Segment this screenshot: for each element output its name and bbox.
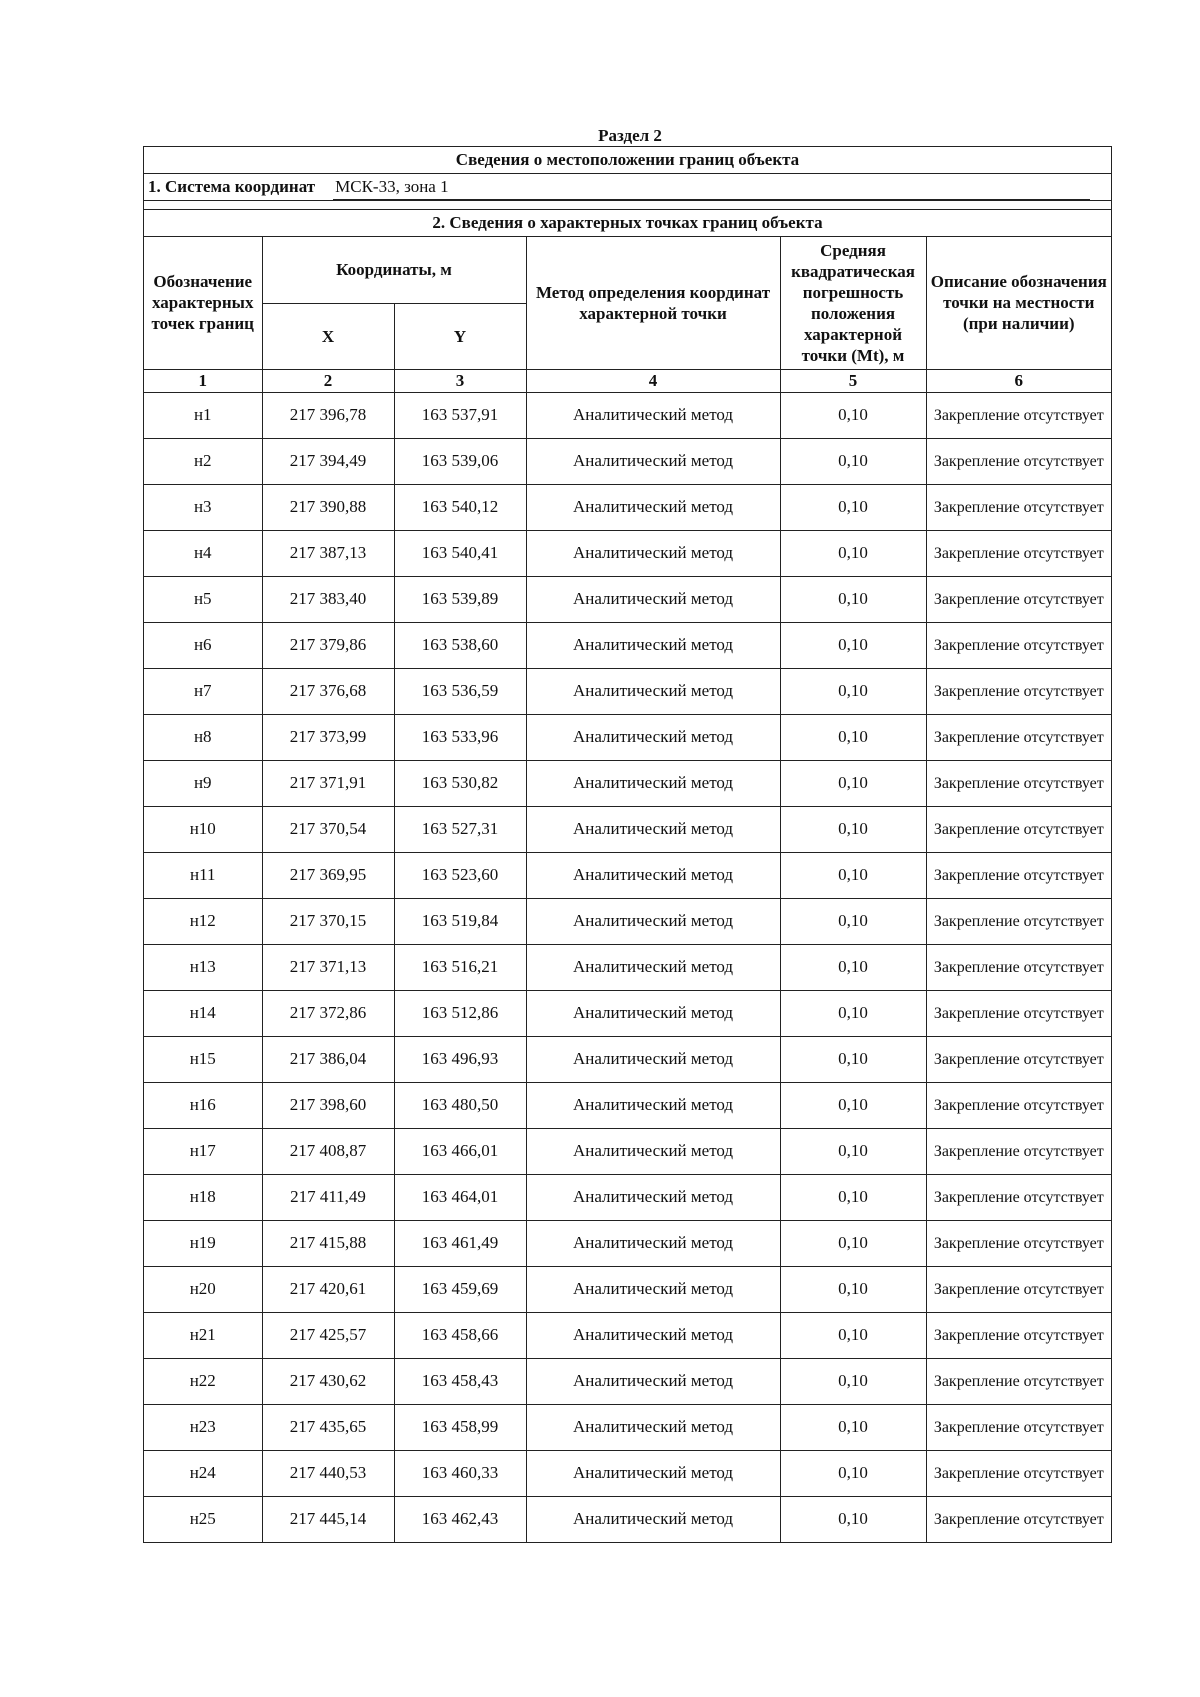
- table-row: [144, 898, 1111, 944]
- table-row: [144, 576, 1111, 622]
- coord-y-cell: 163 533,96: [394, 714, 526, 760]
- coord-y-cell: 163 536,59: [394, 668, 526, 714]
- coord-x-cell: 217 390,88: [262, 484, 394, 530]
- coordinate-system-value: МСК-33, зона 1: [333, 174, 1090, 200]
- description-cell: Закрепление отсутствует: [926, 806, 1111, 852]
- point-id-cell: н10: [144, 806, 262, 852]
- coord-x-cell: 217 386,04: [262, 1036, 394, 1082]
- table-row: [144, 1496, 1111, 1542]
- col-header-description: Описание обозначения точки на местности (при наличии): [926, 237, 1111, 369]
- document-title: Сведения о местоположении границ объекта: [144, 147, 1111, 174]
- error-value-cell: 0,10: [780, 1496, 926, 1542]
- table-row: [144, 990, 1111, 1036]
- table-row: [144, 1036, 1111, 1082]
- point-id-cell: н16: [144, 1082, 262, 1128]
- error-value-cell: 0,10: [780, 898, 926, 944]
- coordinate-system-label: 1. Система координат: [148, 177, 316, 196]
- coord-x-cell: 217 370,54: [262, 806, 394, 852]
- point-id-cell: н1: [144, 392, 262, 438]
- table-row: [144, 668, 1111, 714]
- table-row: [144, 622, 1111, 668]
- method-cell: Аналитический метод: [526, 806, 780, 852]
- error-value-cell: 0,10: [780, 806, 926, 852]
- coord-y-cell: 163 464,01: [394, 1174, 526, 1220]
- table-row: [144, 714, 1111, 760]
- description-cell: Закрепление отсутствует: [926, 1266, 1111, 1312]
- table-row: [144, 1174, 1111, 1220]
- point-id-cell: н24: [144, 1450, 262, 1496]
- coord-y-cell: 163 537,91: [394, 392, 526, 438]
- method-cell: Аналитический метод: [526, 1128, 780, 1174]
- table-row: [144, 1220, 1111, 1266]
- method-cell: Аналитический метод: [526, 1496, 780, 1542]
- description-cell: Закрепление отсутствует: [926, 1450, 1111, 1496]
- coord-x-cell: 217 420,61: [262, 1266, 394, 1312]
- method-cell: Аналитический метод: [526, 714, 780, 760]
- error-value-cell: 0,10: [780, 438, 926, 484]
- error-value-cell: 0,10: [780, 1174, 926, 1220]
- coord-y-cell: 163 527,31: [394, 806, 526, 852]
- error-value-cell: 0,10: [780, 576, 926, 622]
- table-row: [144, 806, 1111, 852]
- coord-x-cell: 217 398,60: [262, 1082, 394, 1128]
- points-table: [144, 237, 1111, 1542]
- col-header-coordinates: Координаты, м: [262, 237, 526, 303]
- error-value-cell: 0,10: [780, 668, 926, 714]
- point-id-cell: н21: [144, 1312, 262, 1358]
- point-id-cell: н23: [144, 1404, 262, 1450]
- coord-x-cell: 217 373,99: [262, 714, 394, 760]
- method-cell: Аналитический метод: [526, 1358, 780, 1404]
- description-cell: Закрепление отсутствует: [926, 484, 1111, 530]
- method-cell: Аналитический метод: [526, 622, 780, 668]
- coord-y-cell: 163 539,06: [394, 438, 526, 484]
- point-id-cell: н15: [144, 1036, 262, 1082]
- table-row: [144, 760, 1111, 806]
- point-id-cell: н3: [144, 484, 262, 530]
- coord-x-cell: 217 445,14: [262, 1496, 394, 1542]
- coord-y-cell: 163 540,12: [394, 484, 526, 530]
- method-cell: Аналитический метод: [526, 760, 780, 806]
- error-value-cell: 0,10: [780, 622, 926, 668]
- table-row: [144, 944, 1111, 990]
- col-header-y: Y: [394, 303, 526, 369]
- col-number: 5: [780, 369, 926, 392]
- method-cell: Аналитический метод: [526, 1404, 780, 1450]
- col-number: 2: [262, 369, 394, 392]
- method-cell: Аналитический метод: [526, 484, 780, 530]
- coord-x-cell: 217 369,95: [262, 852, 394, 898]
- description-cell: Закрепление отсутствует: [926, 760, 1111, 806]
- coord-y-cell: 163 539,89: [394, 576, 526, 622]
- point-id-cell: н8: [144, 714, 262, 760]
- point-id-cell: н19: [144, 1220, 262, 1266]
- description-cell: Закрепление отсутствует: [926, 852, 1111, 898]
- description-cell: Закрепление отсутствует: [926, 944, 1111, 990]
- method-cell: Аналитический метод: [526, 944, 780, 990]
- error-value-cell: 0,10: [780, 1312, 926, 1358]
- coord-x-cell: 217 396,78: [262, 392, 394, 438]
- table-row: [144, 438, 1111, 484]
- coord-x-cell: 217 376,68: [262, 668, 394, 714]
- error-value-cell: 0,10: [780, 944, 926, 990]
- coord-y-cell: 163 538,60: [394, 622, 526, 668]
- coord-y-cell: 163 460,33: [394, 1450, 526, 1496]
- points-table-body: [144, 392, 1111, 1542]
- coord-y-cell: 163 466,01: [394, 1128, 526, 1174]
- method-cell: Аналитический метод: [526, 1266, 780, 1312]
- coord-x-cell: 217 383,40: [262, 576, 394, 622]
- error-value-cell: 0,10: [780, 530, 926, 576]
- point-id-cell: н2: [144, 438, 262, 484]
- error-value-cell: 0,10: [780, 1036, 926, 1082]
- coord-y-cell: 163 523,60: [394, 852, 526, 898]
- method-cell: Аналитический метод: [526, 438, 780, 484]
- coord-x-cell: 217 425,57: [262, 1312, 394, 1358]
- point-id-cell: н6: [144, 622, 262, 668]
- method-cell: Аналитический метод: [526, 530, 780, 576]
- point-id-cell: н12: [144, 898, 262, 944]
- col-header-method: Метод определения координат характерной точки: [526, 237, 780, 369]
- point-id-cell: н11: [144, 852, 262, 898]
- coord-y-cell: 163 512,86: [394, 990, 526, 1036]
- method-cell: Аналитический метод: [526, 1450, 780, 1496]
- description-cell: Закрепление отсутствует: [926, 1358, 1111, 1404]
- col-header-designation: Обозначение характерных точек границ: [144, 237, 262, 369]
- method-cell: Аналитический метод: [526, 1220, 780, 1266]
- error-value-cell: 0,10: [780, 990, 926, 1036]
- method-cell: Аналитический метод: [526, 898, 780, 944]
- coord-x-cell: 217 372,86: [262, 990, 394, 1036]
- description-cell: Закрепление отсутствует: [926, 1082, 1111, 1128]
- description-cell: Закрепление отсутствует: [926, 668, 1111, 714]
- error-value-cell: 0,10: [780, 760, 926, 806]
- method-cell: Аналитический метод: [526, 852, 780, 898]
- table-row: [144, 530, 1111, 576]
- coord-y-cell: 163 480,50: [394, 1082, 526, 1128]
- error-value-cell: 0,10: [780, 1450, 926, 1496]
- coord-x-cell: 217 415,88: [262, 1220, 394, 1266]
- coord-y-cell: 163 496,93: [394, 1036, 526, 1082]
- coord-x-cell: 217 408,87: [262, 1128, 394, 1174]
- description-cell: Закрепление отсутствует: [926, 1312, 1111, 1358]
- coord-y-cell: 163 516,21: [394, 944, 526, 990]
- description-cell: Закрепление отсутствует: [926, 1174, 1111, 1220]
- coord-x-cell: 217 394,49: [262, 438, 394, 484]
- method-cell: Аналитический метод: [526, 990, 780, 1036]
- coord-y-cell: 163 519,84: [394, 898, 526, 944]
- boundary-document: [143, 146, 1112, 1543]
- error-value-cell: 0,10: [780, 1404, 926, 1450]
- description-cell: Закрепление отсутствует: [926, 576, 1111, 622]
- method-cell: Аналитический метод: [526, 1036, 780, 1082]
- divider: [144, 201, 1111, 210]
- col-header-error: Средняя квадратическая погрешность положения характерной точки (Mt), м: [780, 237, 926, 369]
- method-cell: Аналитический метод: [526, 1174, 780, 1220]
- error-value-cell: 0,10: [780, 1220, 926, 1266]
- coord-y-cell: 163 458,66: [394, 1312, 526, 1358]
- description-cell: Закрепление отсутствует: [926, 714, 1111, 760]
- table-row: [144, 1450, 1111, 1496]
- description-cell: Закрепление отсутствует: [926, 1036, 1111, 1082]
- coord-x-cell: 217 371,91: [262, 760, 394, 806]
- col-number: 6: [926, 369, 1111, 392]
- coord-y-cell: 163 462,43: [394, 1496, 526, 1542]
- point-id-cell: н14: [144, 990, 262, 1036]
- table-row: [144, 852, 1111, 898]
- col-number: 3: [394, 369, 526, 392]
- col-number: 4: [526, 369, 780, 392]
- col-number: 1: [144, 369, 262, 392]
- point-id-cell: н5: [144, 576, 262, 622]
- table-row: [144, 1266, 1111, 1312]
- coord-x-cell: 217 387,13: [262, 530, 394, 576]
- method-cell: Аналитический метод: [526, 1082, 780, 1128]
- coord-x-cell: 217 371,13: [262, 944, 394, 990]
- table-row: [144, 392, 1111, 438]
- coord-x-cell: 217 435,65: [262, 1404, 394, 1450]
- coord-x-cell: 217 440,53: [262, 1450, 394, 1496]
- coord-y-cell: 163 458,43: [394, 1358, 526, 1404]
- method-cell: Аналитический метод: [526, 1312, 780, 1358]
- error-value-cell: 0,10: [780, 852, 926, 898]
- table-row: [144, 1082, 1111, 1128]
- description-cell: Закрепление отсутствует: [926, 1496, 1111, 1542]
- points-section-title: 2. Сведения о характерных точках границ объекта: [144, 210, 1111, 237]
- coord-y-cell: 163 458,99: [394, 1404, 526, 1450]
- point-id-cell: н17: [144, 1128, 262, 1174]
- point-id-cell: н7: [144, 668, 262, 714]
- error-value-cell: 0,10: [780, 1266, 926, 1312]
- coord-y-cell: 163 459,69: [394, 1266, 526, 1312]
- description-cell: Закрепление отсутствует: [926, 392, 1111, 438]
- point-id-cell: н4: [144, 530, 262, 576]
- coordinate-system-row: [144, 174, 1111, 201]
- point-id-cell: н9: [144, 760, 262, 806]
- description-cell: Закрепление отсутствует: [926, 898, 1111, 944]
- table-row: [144, 1358, 1111, 1404]
- point-id-cell: н13: [144, 944, 262, 990]
- error-value-cell: 0,10: [780, 484, 926, 530]
- table-row: [144, 1128, 1111, 1174]
- error-value-cell: 0,10: [780, 1128, 926, 1174]
- coord-y-cell: 163 540,41: [394, 530, 526, 576]
- description-cell: Закрепление отсутствует: [926, 622, 1111, 668]
- point-id-cell: н20: [144, 1266, 262, 1312]
- point-id-cell: н18: [144, 1174, 262, 1220]
- error-value-cell: 0,10: [780, 1082, 926, 1128]
- error-value-cell: 0,10: [780, 1358, 926, 1404]
- coord-x-cell: 217 411,49: [262, 1174, 394, 1220]
- table-row: [144, 484, 1111, 530]
- method-cell: Аналитический метод: [526, 668, 780, 714]
- description-cell: Закрепление отсутствует: [926, 1128, 1111, 1174]
- point-id-cell: н25: [144, 1496, 262, 1542]
- description-cell: Закрепление отсутствует: [926, 1220, 1111, 1266]
- method-cell: Аналитический метод: [526, 576, 780, 622]
- error-value-cell: 0,10: [780, 714, 926, 760]
- error-value-cell: 0,10: [780, 392, 926, 438]
- section-title: Раздел 2: [598, 126, 662, 145]
- description-cell: Закрепление отсутствует: [926, 990, 1111, 1036]
- coord-x-cell: 217 370,15: [262, 898, 394, 944]
- table-row: [144, 1312, 1111, 1358]
- description-cell: Закрепление отсутствует: [926, 530, 1111, 576]
- point-id-cell: н22: [144, 1358, 262, 1404]
- table-row: [144, 1404, 1111, 1450]
- method-cell: Аналитический метод: [526, 392, 780, 438]
- description-cell: Закрепление отсутствует: [926, 438, 1111, 484]
- coord-x-cell: 217 430,62: [262, 1358, 394, 1404]
- coord-y-cell: 163 461,49: [394, 1220, 526, 1266]
- description-cell: Закрепление отсутствует: [926, 1404, 1111, 1450]
- coord-x-cell: 217 379,86: [262, 622, 394, 668]
- coord-y-cell: 163 530,82: [394, 760, 526, 806]
- col-header-x: X: [262, 303, 394, 369]
